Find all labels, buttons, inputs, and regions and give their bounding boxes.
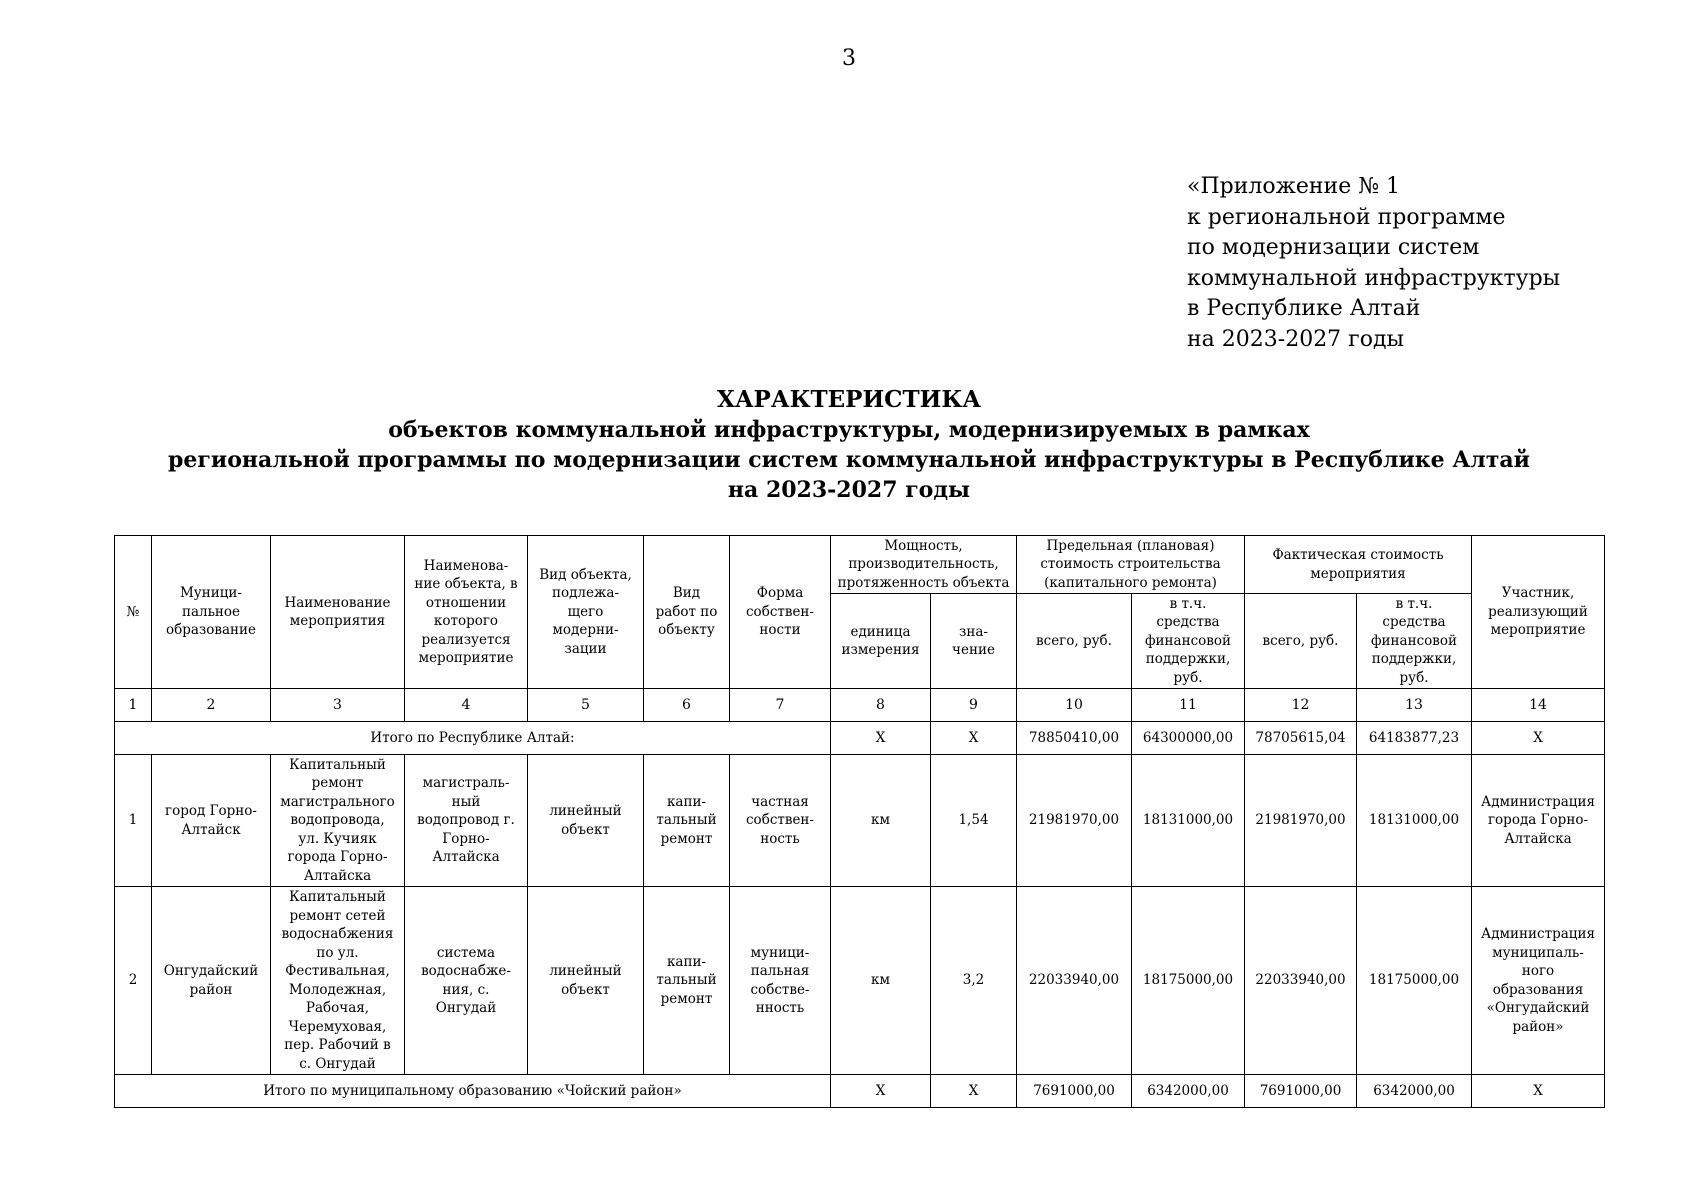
appendix-line: коммунальной инфраструктуры	[1187, 265, 1561, 291]
header-ownership: Форма собствен- ности	[730, 536, 831, 689]
page-number: 3	[842, 46, 856, 71]
row-object: система водоснабже- ния, с. Онгудай	[405, 887, 528, 1075]
total-republic-row	[115, 722, 1605, 755]
title-line: на 2023-2027 годы	[727, 477, 971, 503]
header-actual-support: в т.ч. средства финансовой поддержки, руб.	[1357, 594, 1472, 689]
row-measure: Капитальный ремонт магистрального водопровода, ул. Кучияк города Горно- Алтайска	[271, 755, 405, 887]
total-value-cell: Х	[931, 1075, 1017, 1108]
total-choya-label: Итого по муниципальному образованию «Чойский район»	[115, 1075, 831, 1108]
column-number: 13	[1357, 689, 1472, 722]
total-planned-total: 7691000,00	[1017, 1075, 1132, 1108]
total-actual-support: 64183877,23	[1357, 722, 1472, 755]
row-actual-support: 18175000,00	[1357, 887, 1472, 1075]
appendix-line: к региональной программе	[1187, 204, 1506, 230]
row-participant: Администрация города Горно- Алтайска	[1472, 755, 1605, 887]
row-municipality: Онгудайский район	[152, 887, 271, 1075]
total-participant: Х	[1472, 722, 1605, 755]
title-heading: ХАРАКТЕРИСТИКА	[716, 386, 981, 413]
row-planned-total: 22033940,00	[1017, 887, 1132, 1075]
header-row	[115, 536, 1605, 594]
header-planned-cost: Предельная (плановая) стоимость строительства (капитального ремонта)	[1017, 536, 1245, 594]
header-work-type: Вид работ по объекту	[644, 536, 730, 689]
row-object: магистраль- ный водопровод г. Горно- Алтайска	[405, 755, 528, 887]
appendix-line: «Приложение № 1	[1187, 174, 1401, 199]
total-unit-cell: Х	[831, 1075, 931, 1108]
header-no: №	[115, 536, 152, 689]
header-actual-cost: Фактическая стоимость мероприятия	[1245, 536, 1472, 594]
column-number: 4	[405, 689, 528, 722]
row-object-type: линейный объект	[528, 887, 644, 1075]
row-actual-total: 22033940,00	[1245, 887, 1357, 1075]
header-object-type: Вид объекта, подлежа- щего модерни- зации	[528, 536, 644, 689]
document-title	[0, 385, 1698, 505]
table-row	[115, 755, 1605, 887]
column-number-row	[115, 689, 1605, 722]
row-planned-total: 21981970,00	[1017, 755, 1132, 887]
column-number: 5	[528, 689, 644, 722]
column-number: 10	[1017, 689, 1132, 722]
row-measure: Капитальный ремонт сетей водоснабжения по ул. Фестивальная, Молодежная, Рабочая, Черемуховая, пер. Рабочий в с. Онгудай	[271, 887, 405, 1075]
total-planned-support: 64300000,00	[1132, 722, 1245, 755]
total-republic-label: Итого по Республике Алтай:	[115, 722, 831, 755]
column-number: 8	[831, 689, 931, 722]
column-number: 7	[730, 689, 831, 722]
header-object-name: Наименова- ние объекта, в отношении которого реализуется мероприятие	[405, 536, 528, 689]
row-value: 1,54	[931, 755, 1017, 887]
total-participant: Х	[1472, 1075, 1605, 1108]
header-planned-support: в т.ч. средства финансовой поддержки, руб.	[1132, 594, 1245, 689]
header-actual-total: всего, руб.	[1245, 594, 1357, 689]
table-row	[115, 887, 1605, 1075]
header-measure-name: Наименование мероприятия	[271, 536, 405, 689]
row-actual-support: 18131000,00	[1357, 755, 1472, 887]
row-value: 3,2	[931, 887, 1017, 1075]
title-line: региональной программы по модернизации систем коммунальной инфраструктуры в Республике Алтай	[168, 447, 1530, 473]
column-number: 14	[1472, 689, 1605, 722]
total-actual-total: 7691000,00	[1245, 1075, 1357, 1108]
total-actual-total: 78705615,04	[1245, 722, 1357, 755]
row-planned-support: 18131000,00	[1132, 755, 1245, 887]
row-work-type: капи- тальный ремонт	[644, 887, 730, 1075]
total-value-cell: Х	[931, 722, 1017, 755]
column-number: 6	[644, 689, 730, 722]
column-number: 2	[152, 689, 271, 722]
column-number: 1	[115, 689, 152, 722]
column-number: 12	[1245, 689, 1357, 722]
row-participant: Администрация муниципаль- ного образования «Онгудайский район»	[1472, 887, 1605, 1075]
header-municipality: Муници- пальное образование	[152, 536, 271, 689]
row-ownership: муници- пальная собстве- нность	[730, 887, 831, 1075]
total-actual-support: 6342000,00	[1357, 1075, 1472, 1108]
column-number: 3	[271, 689, 405, 722]
total-choya-row	[115, 1075, 1605, 1108]
total-planned-total: 78850410,00	[1017, 722, 1132, 755]
row-actual-total: 21981970,00	[1245, 755, 1357, 887]
header-planned-total: всего, руб.	[1017, 594, 1132, 689]
header-capacity: Мощность, производительность, протяженность объекта	[831, 536, 1017, 594]
total-planned-support: 6342000,00	[1132, 1075, 1245, 1108]
row-unit: км	[831, 887, 931, 1075]
column-number: 9	[931, 689, 1017, 722]
row-object-type: линейный объект	[528, 755, 644, 887]
row-number: 1	[115, 755, 152, 887]
header-capacity-value: зна- чение	[931, 594, 1017, 689]
column-number: 11	[1132, 689, 1245, 722]
appendix-line: в Республике Алтай	[1187, 296, 1421, 322]
row-work-type: капи- тальный ремонт	[644, 755, 730, 887]
row-ownership: частная собствен- ность	[730, 755, 831, 887]
row-unit: км	[831, 755, 931, 887]
appendix-line: по модернизации систем	[1187, 235, 1480, 261]
objects-table	[114, 535, 1605, 1108]
appendix-line: на 2023-2027 годы	[1187, 326, 1405, 352]
row-number: 2	[115, 887, 152, 1075]
total-unit-cell: Х	[831, 722, 931, 755]
appendix-caption	[1187, 172, 1560, 356]
header-capacity-unit: единица измерения	[831, 594, 931, 689]
row-municipality: город Горно- Алтайск	[152, 755, 271, 887]
row-planned-support: 18175000,00	[1132, 887, 1245, 1075]
title-line: объектов коммунальной инфраструктуры, модернизируемых в рамках	[388, 417, 1310, 443]
header-participant: Участник, реализующий мероприятие	[1472, 536, 1605, 689]
